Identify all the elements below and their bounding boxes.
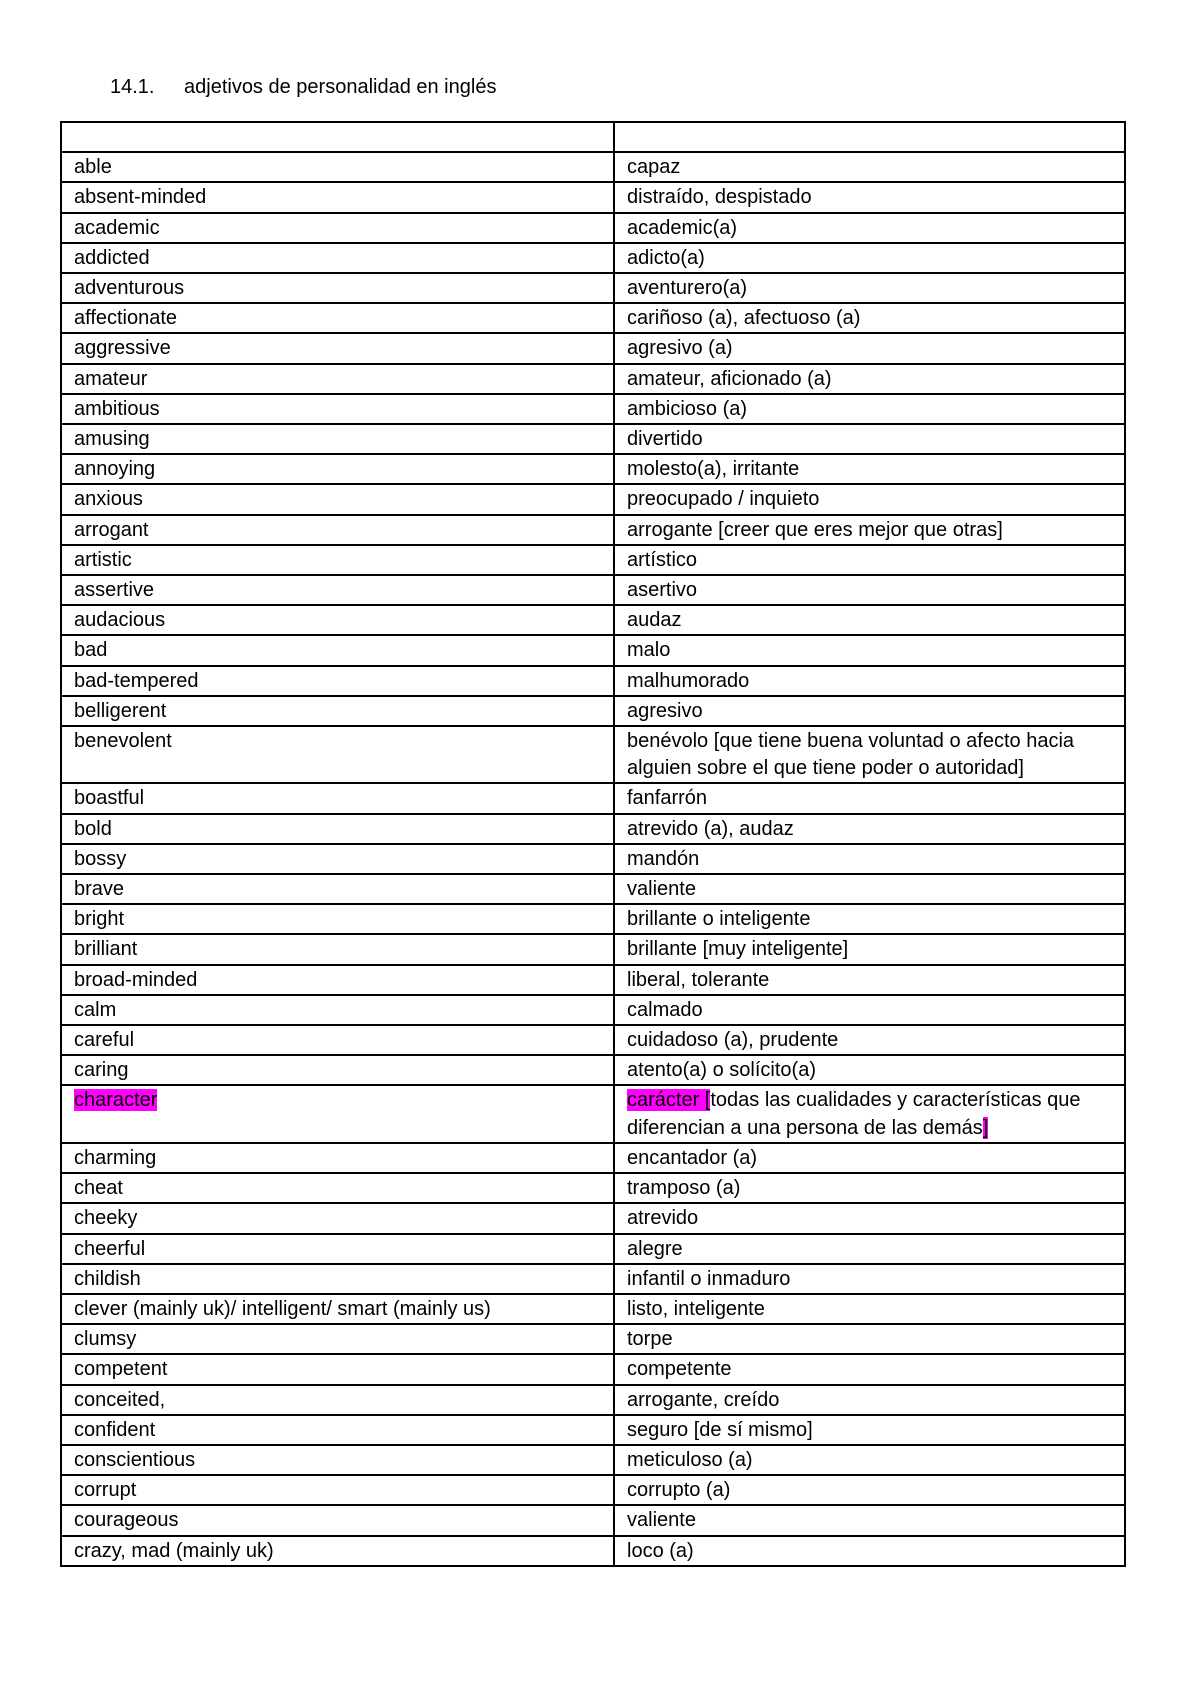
english-term-cell: bold (61, 814, 614, 844)
english-term-cell (61, 1085, 614, 1142)
spanish-translation-cell: tramposo (a) (614, 1173, 1125, 1203)
english-term-cell: brave (61, 874, 614, 904)
spanish-translation-cell: asertivo (614, 575, 1125, 605)
english-term-cell: academic (61, 213, 614, 243)
table-row (61, 424, 1125, 454)
section-title: adjetivos de personalidad en inglés (184, 76, 497, 98)
spanish-translation-cell: cariñoso (a), afectuoso (a) (614, 303, 1125, 333)
spanish-translation-cell: amateur, aficionado (a) (614, 364, 1125, 394)
table-row (61, 243, 1125, 273)
table-row (61, 484, 1125, 514)
table-row (61, 1385, 1125, 1415)
english-term-cell: conceited, (61, 1385, 614, 1415)
spanish-translation-cell: seguro [de sí mismo] (614, 1415, 1125, 1445)
english-term-cell: conscientious (61, 1445, 614, 1475)
spanish-translation-cell: torpe (614, 1324, 1125, 1354)
spanish-translation-cell: arrogante, creído (614, 1385, 1125, 1415)
table-row (61, 1055, 1125, 1085)
english-term-cell: childish (61, 1264, 614, 1294)
english-term-cell: cheerful (61, 1234, 614, 1264)
english-term-cell: ambitious (61, 394, 614, 424)
spanish-translation-cell: capaz (614, 152, 1125, 182)
spanish-translation-cell: audaz (614, 605, 1125, 635)
table-row (61, 635, 1125, 665)
table-row (61, 844, 1125, 874)
table-row (61, 575, 1125, 605)
spanish-translation-cell: benévolo [que tiene buena voluntad o afecto hacia alguien sobre el que tiene poder o autoridad] (614, 726, 1125, 783)
english-term-cell: annoying (61, 454, 614, 484)
table-row (61, 273, 1125, 303)
table-row (61, 904, 1125, 934)
table-row (61, 1324, 1125, 1354)
spanish-translation-cell: mandón (614, 844, 1125, 874)
spanish-translation-cell: adicto(a) (614, 243, 1125, 273)
header-cell-english (61, 122, 614, 152)
header-cell-spanish (614, 122, 1125, 152)
highlighted-term: character (74, 1089, 158, 1112)
table-row (61, 965, 1125, 995)
english-term-cell: brilliant (61, 934, 614, 964)
spanish-translation-cell: calmado (614, 995, 1125, 1025)
section-number: 14.1. (110, 76, 155, 98)
spanish-translation-cell: academic(a) (614, 213, 1125, 243)
english-term-cell: competent (61, 1354, 614, 1384)
table-row (61, 1203, 1125, 1233)
spanish-translation-cell: malhumorado (614, 666, 1125, 696)
spanish-translation-cell: malo (614, 635, 1125, 665)
english-term-cell: arrogant (61, 515, 614, 545)
table-row (61, 515, 1125, 545)
english-term-cell: bright (61, 904, 614, 934)
spanish-translation-cell: agresivo (614, 696, 1125, 726)
spanish-translation-cell: valiente (614, 874, 1125, 904)
english-term-cell: audacious (61, 605, 614, 635)
spanish-translation-cell: brillante o inteligente (614, 904, 1125, 934)
table-row (61, 1354, 1125, 1384)
english-term-cell: cheeky (61, 1203, 614, 1233)
english-term-cell: bossy (61, 844, 614, 874)
table-row (61, 1505, 1125, 1535)
spanish-translation-cell: corrupto (a) (614, 1475, 1125, 1505)
table-row (61, 152, 1125, 182)
spanish-translation-cell: meticuloso (a) (614, 1445, 1125, 1475)
vocabulary-table (60, 121, 1126, 1567)
table-row (61, 1294, 1125, 1324)
english-term-cell: charming (61, 1143, 614, 1173)
table-row (61, 934, 1125, 964)
table-row (61, 666, 1125, 696)
english-term-cell: benevolent (61, 726, 614, 783)
table-row (61, 1536, 1125, 1566)
table-row (61, 1234, 1125, 1264)
table-row (61, 1173, 1125, 1203)
spanish-translation-cell: divertido (614, 424, 1125, 454)
english-term-cell: clever (mainly uk)/ intelligent/ smart (mainly us) (61, 1294, 614, 1324)
table-row (61, 182, 1125, 212)
spanish-translation-cell: cuidadoso (a), prudente (614, 1025, 1125, 1055)
spanish-translation-cell: atrevido (a), audaz (614, 814, 1125, 844)
spanish-translation-cell: agresivo (a) (614, 333, 1125, 363)
spanish-translation-cell: distraído, despistado (614, 182, 1125, 212)
translation-text: todas las cualidades y características que diferencian a una persona de las demás (627, 1089, 1081, 1139)
table-row (61, 545, 1125, 575)
english-term-cell: calm (61, 995, 614, 1025)
english-term-cell: caring (61, 1055, 614, 1085)
spanish-translation-cell: arrogante [creer que eres mejor que otras] (614, 515, 1125, 545)
english-term-cell: anxious (61, 484, 614, 514)
table-row (61, 213, 1125, 243)
table-row (61, 364, 1125, 394)
table-row (61, 814, 1125, 844)
english-term-cell: confident (61, 1415, 614, 1445)
english-term-cell: amusing (61, 424, 614, 454)
english-term-cell: assertive (61, 575, 614, 605)
english-term-cell: amateur (61, 364, 614, 394)
table-row (61, 1264, 1125, 1294)
english-term-cell: careful (61, 1025, 614, 1055)
english-term-cell: belligerent (61, 696, 614, 726)
spanish-translation-cell: brillante [muy inteligente] (614, 934, 1125, 964)
table-header-row (61, 122, 1125, 152)
table-row (61, 726, 1125, 783)
spanish-translation-cell (614, 1085, 1125, 1142)
spanish-translation-cell: competente (614, 1354, 1125, 1384)
table-row (61, 874, 1125, 904)
highlighted-translation-end: ] (982, 1116, 989, 1139)
english-term-cell: clumsy (61, 1324, 614, 1354)
spanish-translation-cell: atrevido (614, 1203, 1125, 1233)
table-row (61, 1143, 1125, 1173)
english-term-cell: boastful (61, 783, 614, 813)
table-row (61, 1445, 1125, 1475)
table-row (61, 605, 1125, 635)
table-row (61, 303, 1125, 333)
table-row (61, 394, 1125, 424)
spanish-translation-cell: liberal, tolerante (614, 965, 1125, 995)
english-term-cell: crazy, mad (mainly uk) (61, 1536, 614, 1566)
spanish-translation-cell: loco (a) (614, 1536, 1125, 1566)
table-row (61, 1475, 1125, 1505)
highlighted-translation-start: carácter [ (627, 1089, 711, 1112)
spanish-translation-cell: atento(a) o solícito(a) (614, 1055, 1125, 1085)
english-term-cell: corrupt (61, 1475, 614, 1505)
spanish-translation-cell: valiente (614, 1505, 1125, 1535)
english-term-cell: able (61, 152, 614, 182)
english-term-cell: bad (61, 635, 614, 665)
english-term-cell: broad-minded (61, 965, 614, 995)
spanish-translation-cell: infantil o inmaduro (614, 1264, 1125, 1294)
english-term-cell: bad-tempered (61, 666, 614, 696)
table-row (61, 696, 1125, 726)
english-term-cell: absent-minded (61, 182, 614, 212)
spanish-translation-cell: ambicioso (a) (614, 394, 1125, 424)
table-row (61, 333, 1125, 363)
spanish-translation-cell: aventurero(a) (614, 273, 1125, 303)
english-term-cell: courageous (61, 1505, 614, 1535)
spanish-translation-cell: molesto(a), irritante (614, 454, 1125, 484)
english-term-cell: cheat (61, 1173, 614, 1203)
english-term-cell: adventurous (61, 273, 614, 303)
spanish-translation-cell: preocupado / inquieto (614, 484, 1125, 514)
table-row (61, 1085, 1125, 1142)
english-term-cell: affectionate (61, 303, 614, 333)
spanish-translation-cell: listo, inteligente (614, 1294, 1125, 1324)
table-row (61, 995, 1125, 1025)
section-heading (110, 76, 496, 99)
spanish-translation-cell: alegre (614, 1234, 1125, 1264)
table-row (61, 454, 1125, 484)
spanish-translation-cell: encantador (a) (614, 1143, 1125, 1173)
table-row (61, 1025, 1125, 1055)
table-row (61, 783, 1125, 813)
table-row (61, 1415, 1125, 1445)
spanish-translation-cell: artístico (614, 545, 1125, 575)
english-term-cell: aggressive (61, 333, 614, 363)
english-term-cell: addicted (61, 243, 614, 273)
spanish-translation-cell: fanfarrón (614, 783, 1125, 813)
english-term-cell: artistic (61, 545, 614, 575)
